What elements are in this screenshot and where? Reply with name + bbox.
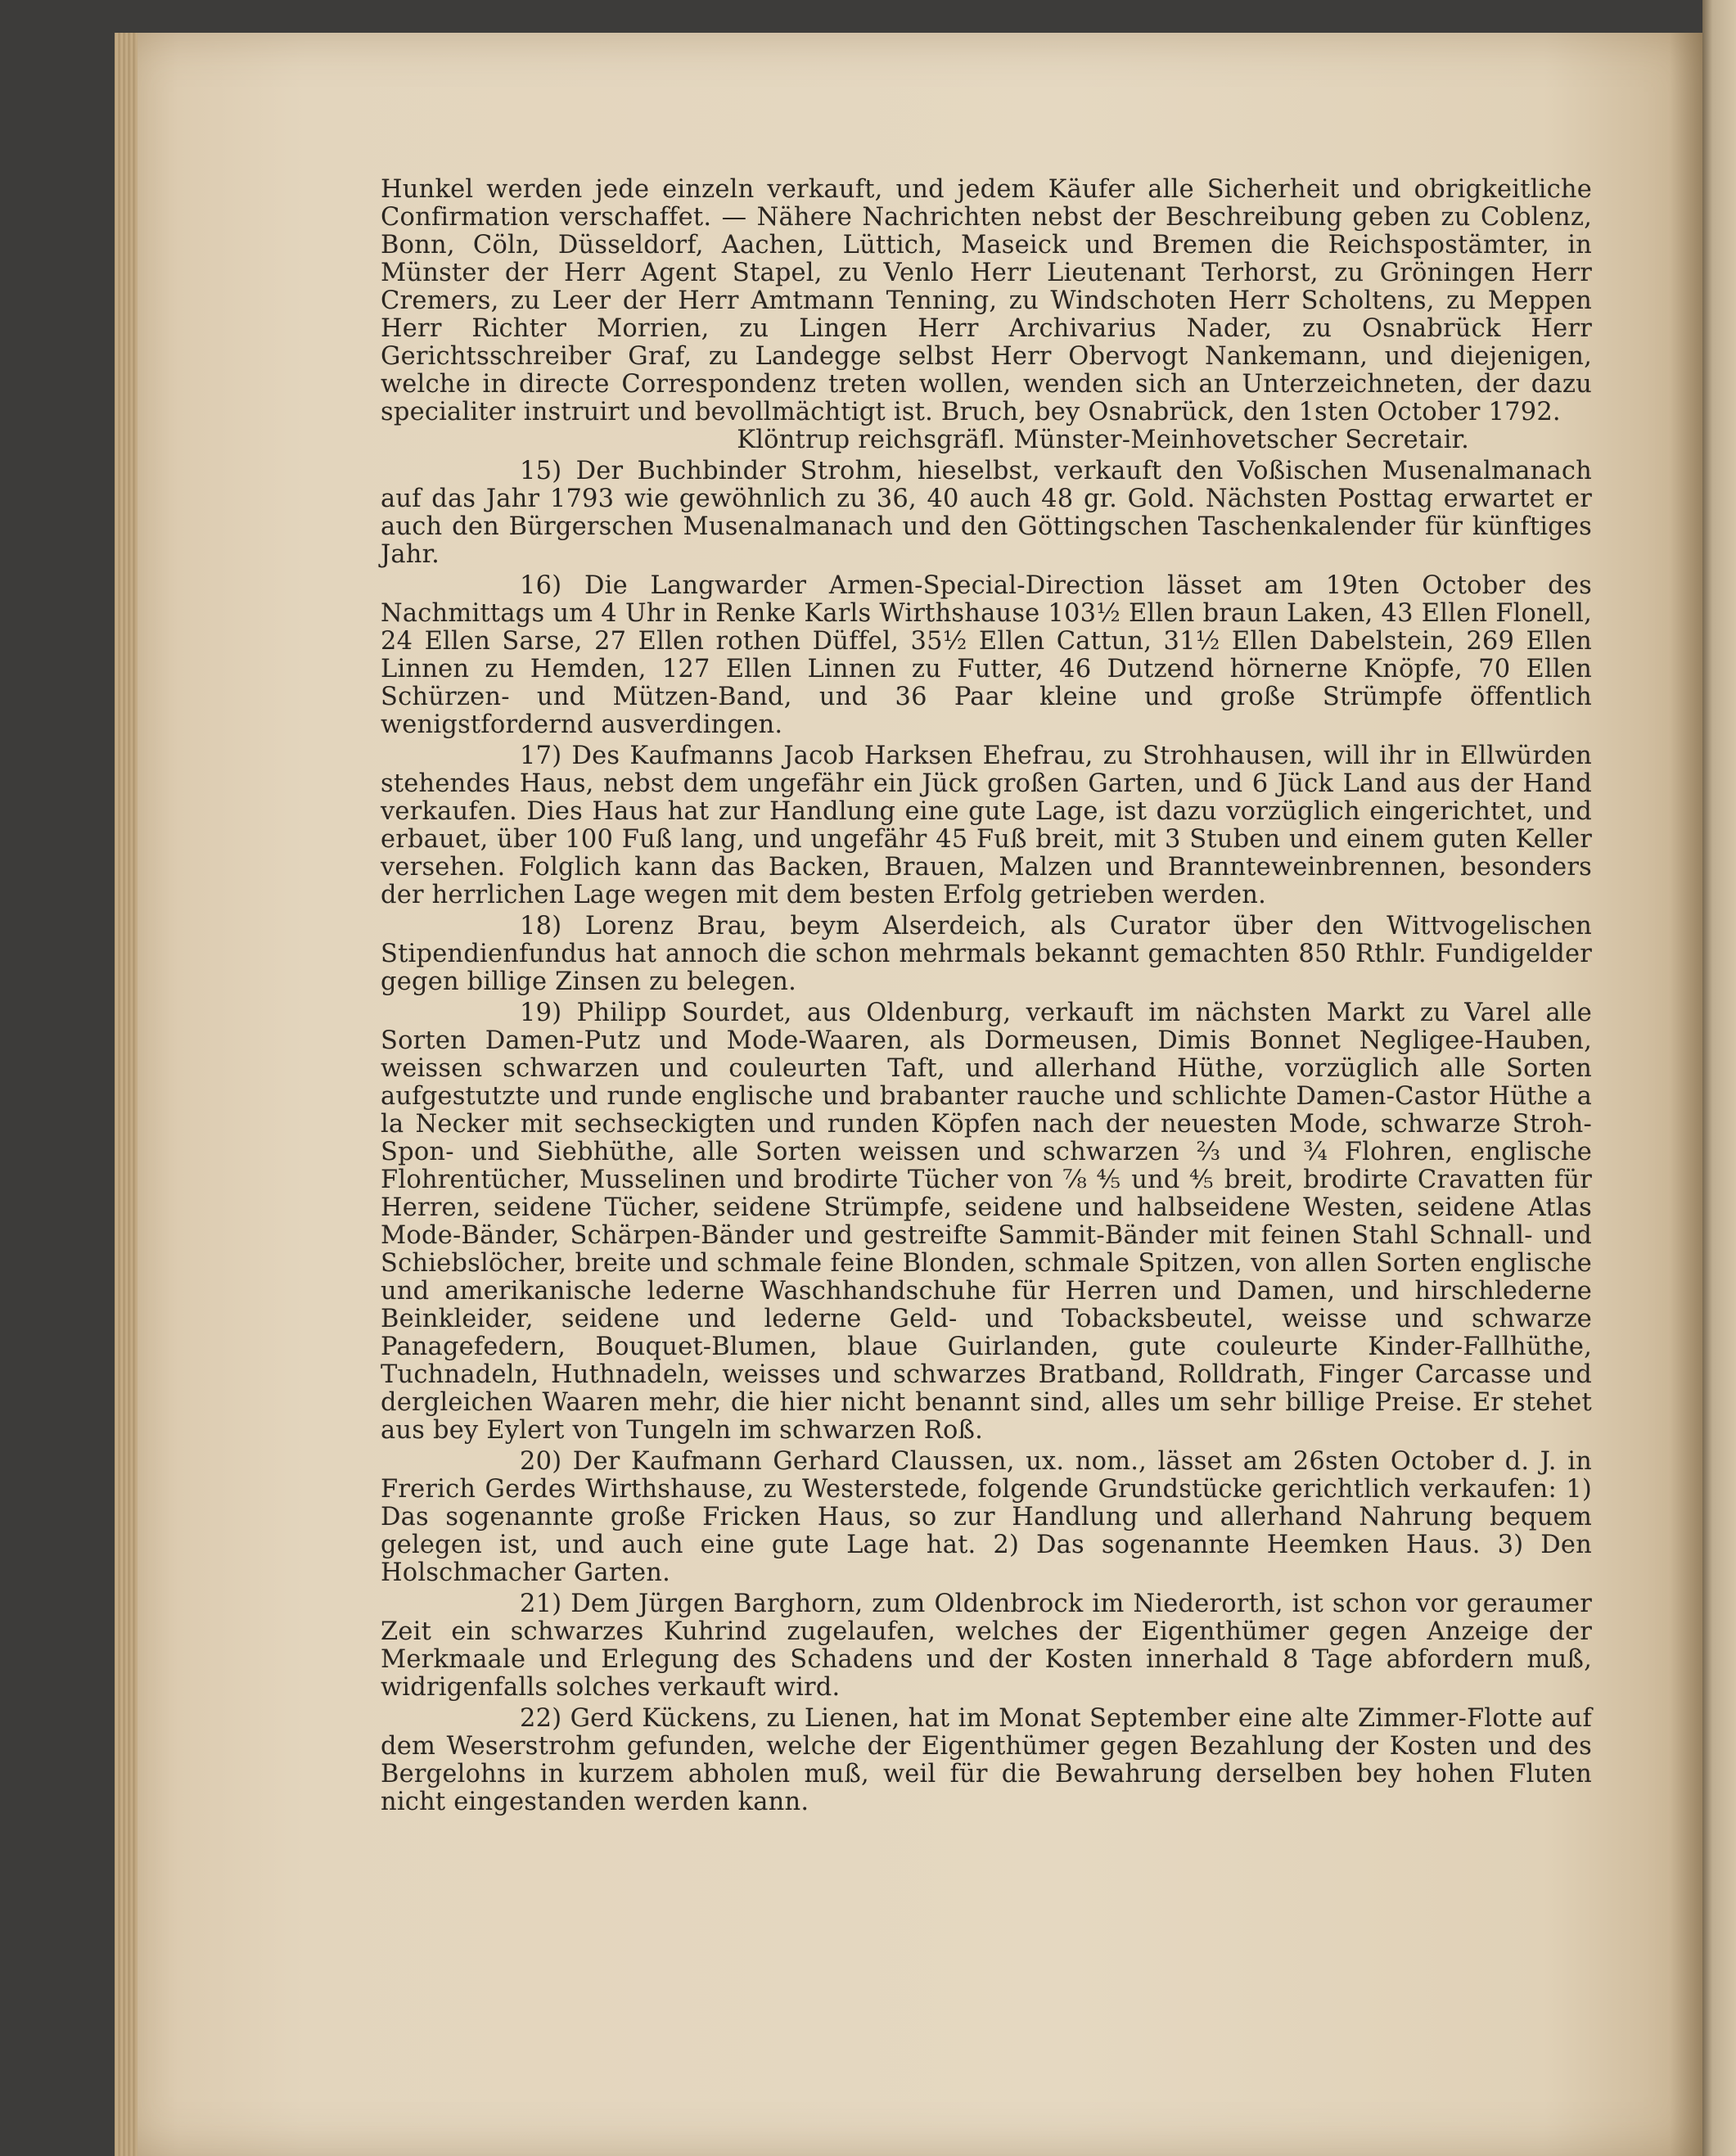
notice-16: 16) Die Langwarder Armen-Special-Direction lässet am 19ten October des Nachmittags um 4 Uhr in Renke Karls Wirthshause 103½ Ellen braun Laken, 43 Ellen Flonell, 24 Ellen Sarse, 27 Ellen rothen Düffel, 35½ Ellen Cattun, 31½ Ellen Dabelstein, 269 Ellen Linnen zu Hemden, 127 Ellen Linnen zu Futter, 46 Dutzend hörnerne Knöpfe, 70 Ellen Schürzen- und Mützen-Band, und 36 Paar kleine und große Strümpfe öffentlich wenigstfordernd ausverdingen. bbox=[381, 571, 1592, 739]
page-text bbox=[381, 176, 1592, 1816]
signature: Klöntrup reichsgräfl. Münster-Meinhovetscher Secretair. bbox=[737, 426, 1469, 454]
next-page-edge bbox=[1702, 0, 1736, 2156]
notice-15: 15) Der Buchbinder Strohm, hieselbst, verkauft den Voßischen Musenalmanach auf das Jahr 1793 wie gewöhnlich zu 36, 40 auch 48 gr. Gold. Nächsten Posttag erwartet er auch den Bürgerschen Musenalmanach und den Göttingschen Taschenkalender für künftiges Jahr. bbox=[381, 457, 1592, 569]
page-edges bbox=[115, 33, 138, 2156]
notice-19: 19) Philipp Sourdet, aus Oldenburg, verkauft im nächsten Markt zu Varel alle Sorten Damen-Putz und Mode-Waaren, als Dormeusen, Dimis Bonnet Negligee-Hauben, weissen schwarzen und couleurten Taft, und allerhand Hüthe, vorzüglich alle Sorten aufgestutzte und runde englische und brabanter rauche und schlichte Damen-Castor Hüthe a la Necker mit sechseckigten und runden Köpfen nach der neuesten Mode, schwarze Stroh- Spon- und Siebhüthe, alle Sorten weissen und schwarzen ⅔ und ¾ Flohren, englische Flohrentücher, Musselinen und brodirte Tücher von ⅞ ⅘ und ⅘ breit, brodirte Cravatten für Herren, seidene Tücher, seidene Strümpfe, seidene und halbseidene Westen, seidene Atlas Mode-Bänder, Schärpen-Bänder und gestreifte Sammit-Bänder mit feinen Stahl Schnall- und Schiebslöcher, breite und schmale feine Blonden, schmale Spitzen, von allen Sorten englische und amerikanische lederne Waschhandschuhe für Herren und Damen, und hirschlederne Beinkleider, seidene und lederne Geld- und Tobacksbeutel, weisse und schwarze Panagefedern, Bouquet-Blumen, blaue Guirlanden, gute couleurte Kinder-Fallhüthe, Tuchnadeln, Huthnadeln, weisses und schwarzes Bratband, Rolldrath, Finger Carcasse und dergleichen Waaren mehr, die hier nicht benannt sind, alles um sehr billige Preise. Er stehet aus bey Eylert von Tungeln im schwarzen Roß. bbox=[381, 999, 1592, 1445]
gutter-shadow bbox=[1670, 33, 1702, 2156]
notice-22: 22) Gerd Kückens, zu Lienen, hat im Monat September eine alte Zimmer-Flotte auf dem Weserstrohm gefunden, welche der Eigenthümer gegen Bezahlung der Kosten und des Bergelohns in kurzem abholen muß, weil für die Bewahrung derselben bey hohen Fluten nicht eingestanden werden kann. bbox=[381, 1704, 1592, 1816]
paragraph-continued: Hunkel werden jede einzeln verkauft, und jedem Käufer alle Sicherheit und obrigkeitliche Confirmation verschaffet. — Nähere Nachrichten nebst der Beschreibung geben zu Coblenz, Bonn, Cöln, Düsseldorf, Aachen, Lüttich, Maseick und Bremen die Reichspostämter, in Münster der Herr Agent Stapel, zu Venlo Herr Lieutenant Terhorst, zu Gröningen Herr Cremers, zu Leer der Herr Amtmann Tenning, zu Windschoten Herr Scholtens, zu Meppen Herr Richter Morrien, zu Lingen Herr Archivarius Nader, zu Osnabrück Herr Gerichtsschreiber Graf, zu Landegge selbst Herr Obervogt Nankemann, und diejenigen, welche in directe Correspondenz treten wollen, wenden sich an Unterzeichneten, der dazu specialiter instruirt und bevollmächtigt ist. Bruch, bey Osnabrück, den 1sten October 1792. bbox=[381, 175, 1592, 426]
notice-18: 18) Lorenz Brau, beym Alserdeich, als Curator über den Wittvogelischen Stipendienfundus hat annoch die schon mehrmals bekannt gemachten 850 Rthlr. Fundigelder gegen billige Zinsen zu belegen. bbox=[381, 912, 1592, 996]
notice-21: 21) Dem Jürgen Barghorn, zum Oldenbrock im Niederorth, ist schon vor geraumer Zeit ein schwarzes Kuhrind zugelaufen, welches der Eigenthümer gegen Anzeige der Merkmaale und Erlegung des Schadens und der Kosten innerhald 8 Tage abfordern muß, widrigenfalls solches verkauft wird. bbox=[381, 1590, 1592, 1702]
notice-17: 17) Des Kaufmanns Jacob Harksen Ehefrau, zu Strohhausen, will ihr in Ellwürden stehendes Haus, nebst dem ungefähr ein Jück großen Garten, und 6 Jück Land aus der Hand verkaufen. Dies Haus hat zur Handlung eine gute Lage, ist dazu vorzüglich eingerichtet, und erbauet, über 100 Fuß lang, und ungefähr 45 Fuß breit, mit 3 Stuben und einem guten Keller versehen. Folglich kann das Backen, Brauen, Malzen und Brannteweinbrennen, besonders der herrlichen Lage wegen mit dem besten Erfolg getrieben werden. bbox=[381, 742, 1592, 909]
notice-20: 20) Der Kaufmann Gerhard Claussen, ux. nom., lässet am 26sten October d. J. in Frerich Gerdes Wirthshause, zu Westerstede, folgende Grundstücke gerichtlich verkaufen: 1) Das sogenannte große Fricken Haus, so zur Handlung und allerhand Nahrung bequem gelegen ist, und auch eine gute Lage hat. 2) Das sogenannte Heemken Haus. 3) Den Holschmacher Garten. bbox=[381, 1447, 1592, 1587]
